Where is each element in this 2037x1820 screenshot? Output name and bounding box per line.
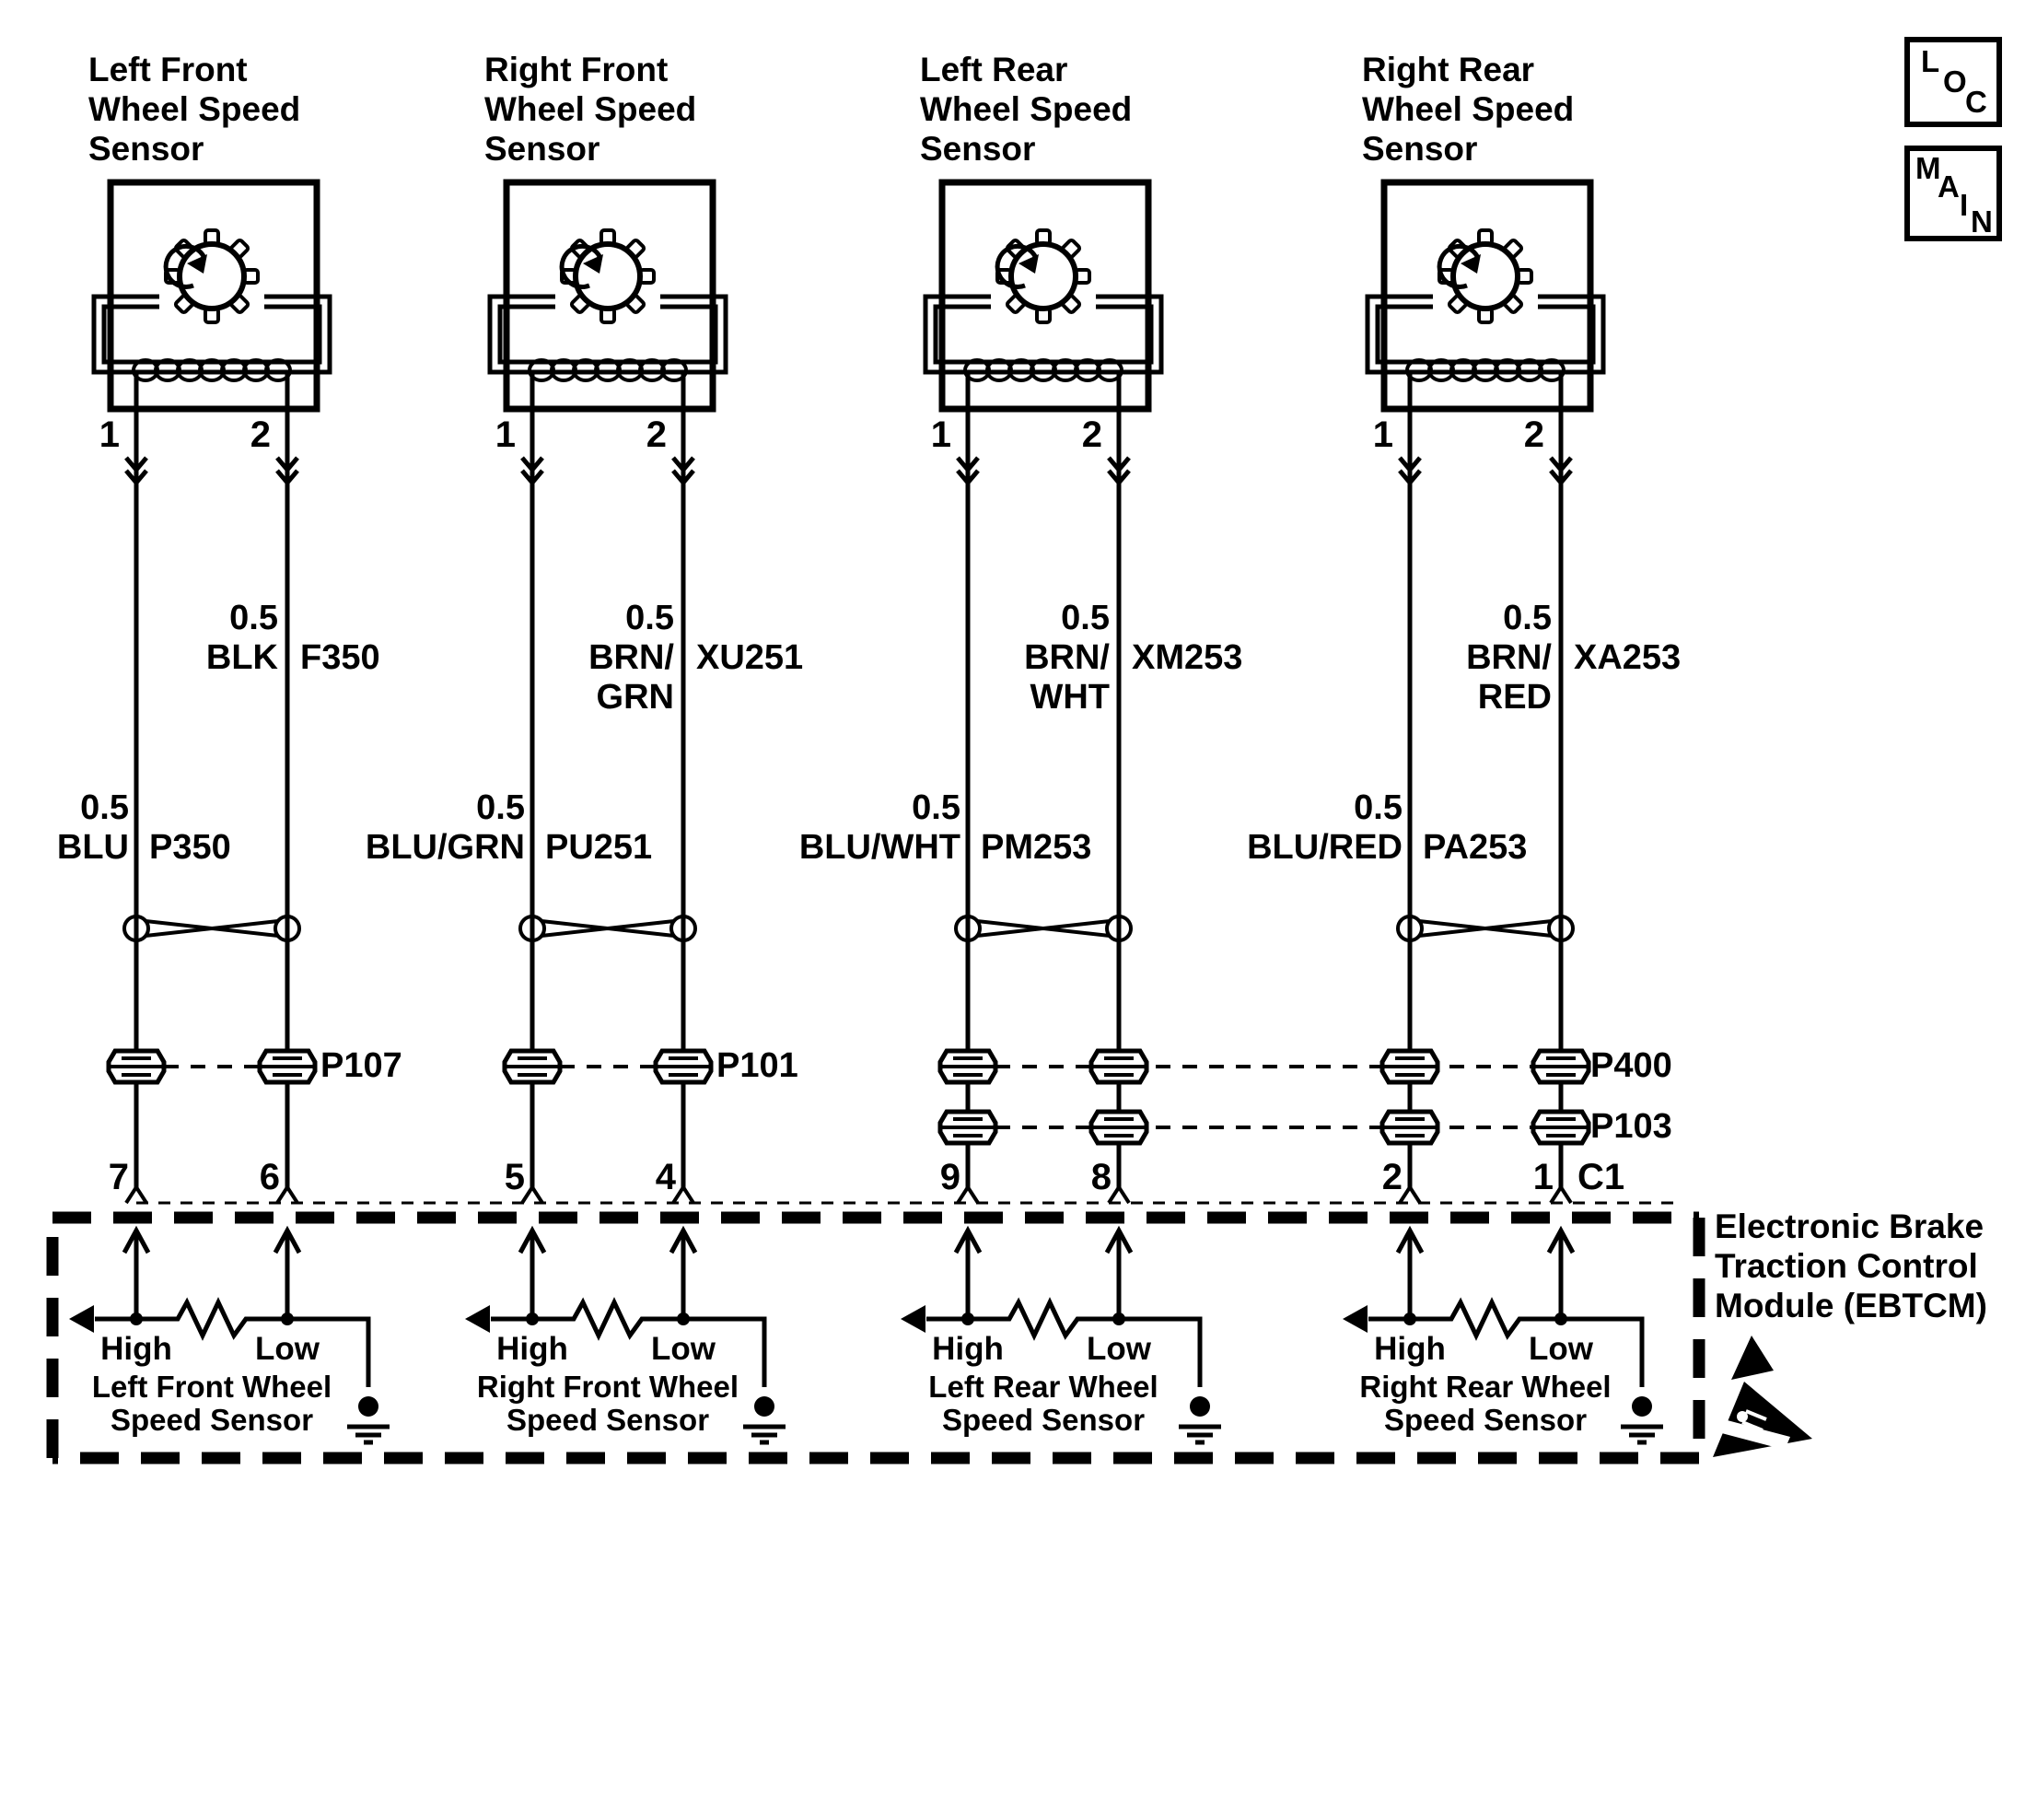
module-pin-label: 6	[259, 1157, 280, 1197]
module-channel-name: Right Rear Wheel	[1359, 1370, 1612, 1404]
title-line: Wheel Speed	[484, 90, 697, 128]
channel-label-low: Low	[1529, 1331, 1593, 1367]
module-channel-name: Speed Sensor	[941, 1403, 1146, 1437]
wire-color: BLU/WHT	[798, 828, 960, 867]
wire-color: BLU/RED	[1247, 828, 1403, 867]
module-pin-label: 8	[1090, 1157, 1112, 1197]
circuit-code: F350	[300, 638, 380, 677]
connector-label: P103	[1590, 1107, 1672, 1146]
wire-label-high	[366, 788, 525, 868]
main-letter: M	[1915, 151, 1941, 185]
title-line: Sensor	[920, 130, 1036, 168]
connector-label: P400	[1590, 1046, 1672, 1085]
module-label-line: Electronic Brake	[1715, 1208, 1985, 1245]
sensor-pin-label: 2	[646, 414, 667, 455]
loc-letter: O	[1943, 64, 1967, 99]
loc-tag	[1904, 37, 2002, 127]
sensor-pin-label: 1	[1372, 414, 1393, 455]
module-pin-label: 4	[655, 1157, 676, 1197]
wire-color: GRN	[596, 678, 674, 717]
title-line: Wheel Speed	[1362, 90, 1575, 128]
module-channel-name: Speed Sensor	[1383, 1403, 1588, 1437]
title-line: Sensor	[88, 130, 204, 168]
channel-label-high: High	[932, 1331, 1004, 1367]
wire-gauge: 0.5	[80, 788, 129, 827]
module-channel-name: Right Front Wheel	[476, 1370, 739, 1404]
circuit-code: PM253	[981, 828, 1092, 867]
module-pin-label: 9	[939, 1157, 960, 1197]
esd-icon	[1713, 1336, 1812, 1457]
wire-label-high	[1247, 788, 1403, 868]
circuit-code: XU251	[696, 638, 804, 677]
wire-color: BLU/GRN	[365, 828, 525, 867]
title-line: Sensor	[1362, 130, 1478, 168]
module-channel-name: Speed Sensor	[506, 1403, 710, 1437]
channel-label-low: Low	[255, 1331, 320, 1367]
wire-color: BRN/	[588, 638, 674, 677]
module-label-line: Traction Control	[1715, 1247, 1978, 1285]
sensor-title-right-rear	[1362, 50, 1574, 169]
channel-label-high: High	[100, 1331, 172, 1367]
circuit-code: XA253	[1574, 638, 1682, 677]
circuit-code: PA253	[1423, 828, 1528, 867]
sensor-pin-label: 1	[495, 414, 516, 455]
title-line: Left Rear	[920, 51, 1068, 88]
module-channel-name: Left Rear Wheel	[928, 1370, 1158, 1404]
sensor-pin-label: 2	[1523, 414, 1544, 455]
wire-label-low	[206, 599, 278, 678]
circuit-code: PU251	[545, 828, 653, 867]
wire-label-low	[588, 599, 674, 718]
main-letter: I	[1960, 188, 1969, 222]
channel-label-high: High	[496, 1331, 568, 1367]
module-pin-label: 7	[108, 1157, 129, 1197]
loc-letter: L	[1921, 44, 1940, 78]
title-line: Wheel Speed	[920, 90, 1133, 128]
connector-label: P107	[320, 1046, 402, 1085]
wire-label-low	[1024, 599, 1110, 718]
sensor-title-left-rear	[920, 50, 1132, 169]
module-channel-name: Speed Sensor	[110, 1403, 314, 1437]
loc-letter: C	[1965, 85, 1987, 119]
wire-label-low	[1466, 599, 1552, 718]
wire-gauge: 0.5	[625, 599, 674, 637]
title-line: Right Rear	[1362, 51, 1535, 88]
title-line: Right Front	[484, 51, 669, 88]
module-connector-tag: C1	[1577, 1157, 1625, 1197]
wire-color: BRN/	[1024, 638, 1110, 677]
main-tag	[1904, 146, 2002, 241]
wire-gauge: 0.5	[912, 788, 960, 827]
wire-label-high	[57, 788, 129, 868]
wire-color: RED	[1477, 678, 1552, 717]
wire-color: WHT	[1030, 678, 1110, 717]
sensor-pin-label: 1	[99, 414, 120, 455]
wire-gauge: 0.5	[229, 599, 278, 637]
sensor-pin-label: 1	[930, 414, 951, 455]
circuit-code: XM253	[1132, 638, 1243, 677]
sensor-title-right-front	[484, 50, 696, 169]
wire-color: BRN/	[1466, 638, 1552, 677]
wire-gauge: 0.5	[1503, 599, 1552, 637]
wire-gauge: 0.5	[1354, 788, 1403, 827]
ebtcm-module-label	[1715, 1207, 1987, 1325]
wire-color: BLU	[56, 828, 129, 867]
module-pin-label: 2	[1381, 1157, 1403, 1197]
wire-label-high	[799, 788, 960, 868]
title-line: Left Front	[88, 51, 248, 88]
main-letter: A	[1938, 169, 1960, 204]
channel-label-high: High	[1374, 1331, 1446, 1367]
sensor-title-left-front	[88, 50, 300, 169]
channel-label-low: Low	[651, 1331, 716, 1367]
wire-gauge: 0.5	[476, 788, 525, 827]
sensor-pin-label: 2	[1081, 414, 1102, 455]
module-pin-label: 5	[504, 1157, 525, 1197]
module-channel-name: Left Front Wheel	[91, 1370, 332, 1404]
circuit-code: P350	[149, 828, 231, 867]
module-pin-label: 1	[1532, 1157, 1554, 1197]
wire-gauge: 0.5	[1061, 599, 1110, 637]
title-line: Wheel Speed	[88, 90, 301, 128]
wire-color: BLK	[205, 638, 278, 677]
sensor-pin-label: 2	[250, 414, 271, 455]
module-label-line: Module (EBTCM)	[1715, 1287, 1987, 1324]
channel-label-low: Low	[1087, 1331, 1151, 1367]
main-letter: N	[1971, 204, 1993, 239]
connector-label: P101	[716, 1046, 798, 1085]
title-line: Sensor	[484, 130, 600, 168]
